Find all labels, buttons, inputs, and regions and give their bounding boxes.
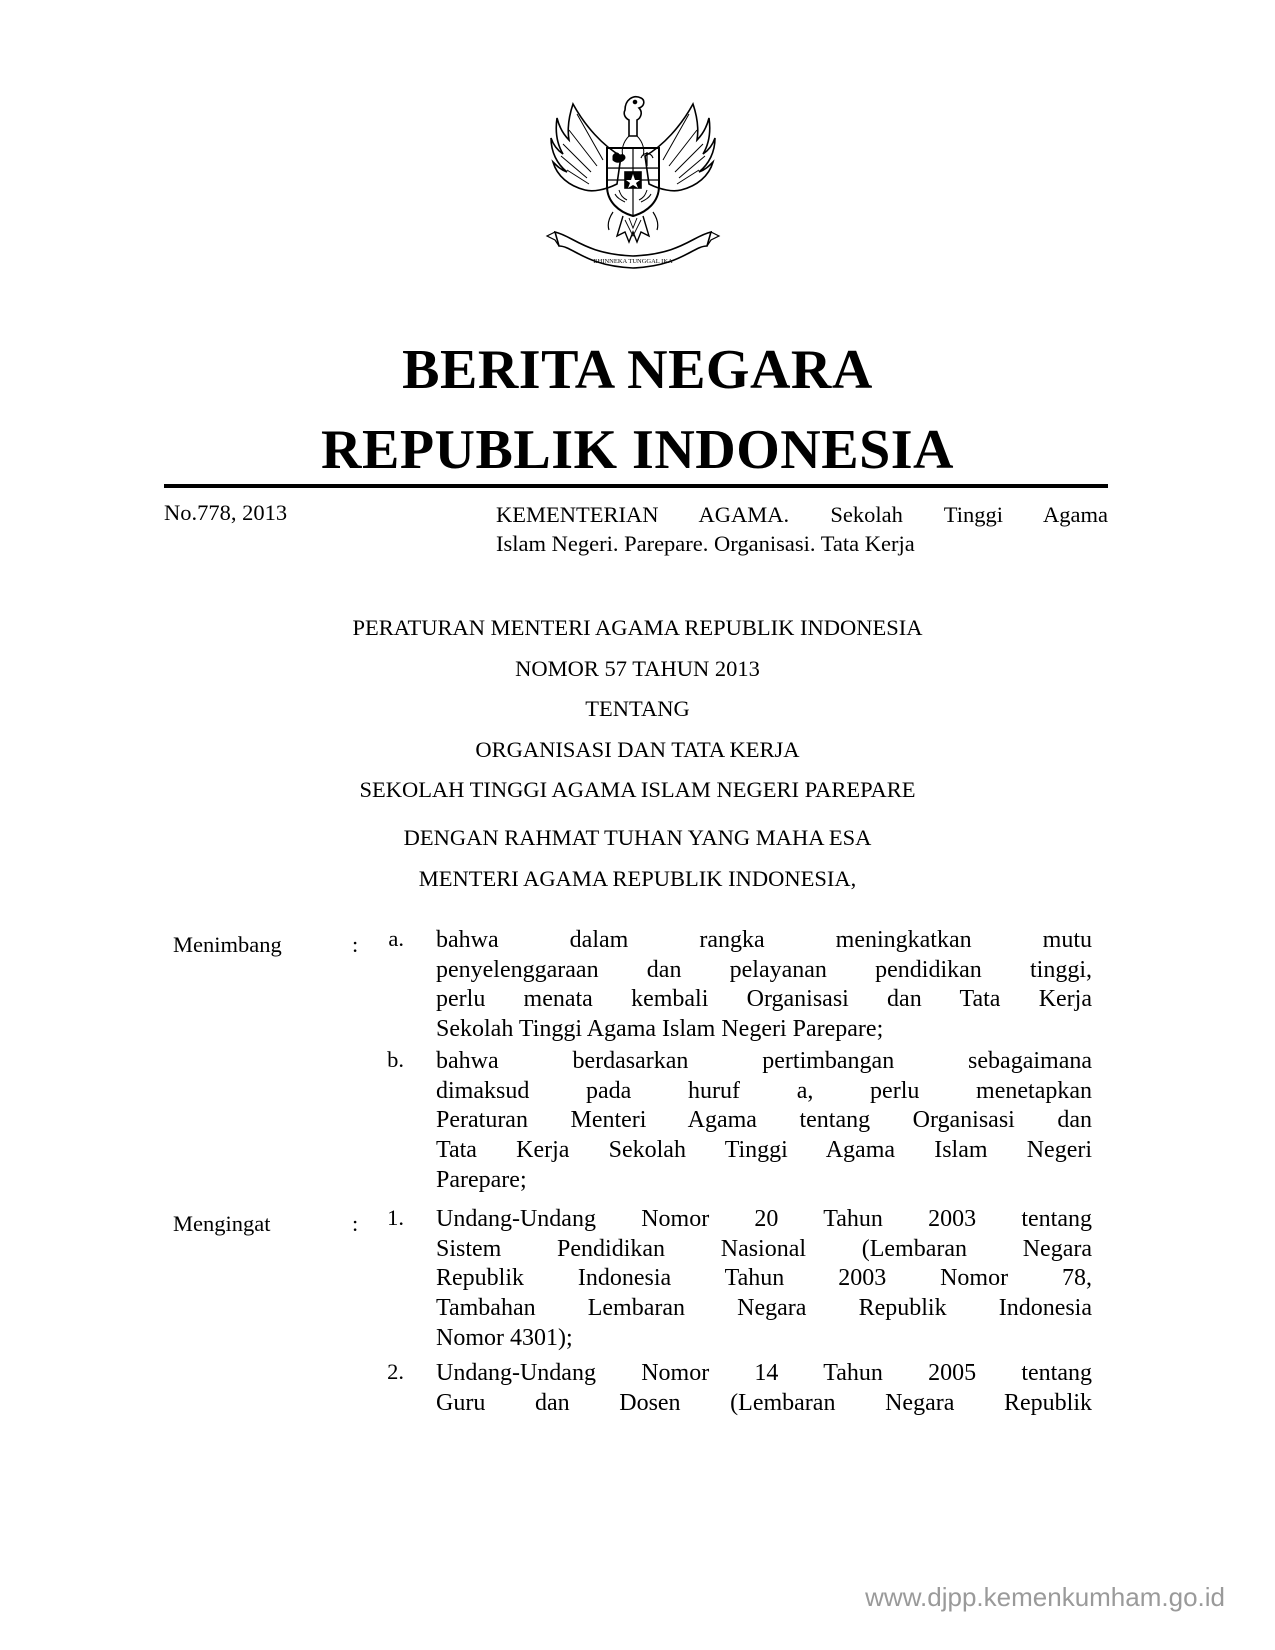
item-line: Guru dan Dosen (Lembaran Negara Republik (436, 1389, 1092, 1416)
menimbang-colon: : (352, 932, 359, 957)
regulation-subject-line1: ORGANISASI DAN TATA KERJA (475, 737, 800, 762)
gazette-subject (496, 500, 1108, 558)
item-line: penyelenggaraan dan pelayanan pendidikan tinggi, (436, 956, 1092, 983)
mengingat-item-1-marker: 1. (387, 1205, 404, 1230)
menimbang-item-a (436, 926, 1092, 1045)
emblem-motto: BHINNEKA TUNGGAL IKA (593, 258, 673, 265)
masthead-title-line2: REPUBLIK INDONESIA (321, 419, 954, 481)
regulation-title-line1: PERATURAN MENTERI AGAMA REPUBLIK INDONESIA (352, 615, 923, 640)
gazette-subject-line1: KEMENTERIAN AGAMA. Sekolah Tinggi Agama (496, 502, 1108, 527)
menimbang-item-a-marker: a. (388, 926, 404, 951)
invocation: DENGAN RAHMAT TUHAN YANG MAHA ESA (403, 825, 872, 850)
item-line: Tambahan Lembaran Negara Republik Indonesia (436, 1295, 1092, 1322)
regulation-subject-line2: SEKOLAH TINGGI AGAMA ISLAM NEGERI PAREPARE (359, 777, 916, 802)
issuer: MENTERI AGAMA REPUBLIK INDONESIA, (418, 866, 857, 891)
item-line: Sistem Pendidikan Nasional (Lembaran Negara (436, 1235, 1092, 1262)
masthead-divider (164, 484, 1108, 488)
gazette-number: No.778, 2013 (164, 500, 288, 525)
source-watermark-link[interactable]: www.djpp.kemenkumham.go.id (865, 1582, 1225, 1612)
mengingat-label: Mengingat (173, 1211, 271, 1236)
menimbang-label: Menimbang (173, 932, 282, 957)
menimbang-item-b-marker: b. (387, 1047, 404, 1072)
item-line: Peraturan Menteri Agama tentang Organisasi dan (436, 1107, 1092, 1134)
item-line: Undang-Undang Nomor 20 Tahun 2003 tentang (436, 1206, 1092, 1232)
mengingat-item-1 (436, 1205, 1092, 1354)
item-line: Tata Kerja Sekolah Tinggi Agama Islam Negeri (436, 1137, 1092, 1164)
mengingat-item-2-marker: 2. (387, 1359, 404, 1384)
item-line: bahwa berdasarkan pertimbangan sebagaimana (436, 1048, 1092, 1074)
menimbang-item-b (436, 1047, 1092, 1196)
garuda-emblem-icon (533, 86, 733, 276)
mengingat-item-2 (436, 1359, 1092, 1418)
item-line: Undang-Undang Nomor 14 Tahun 2005 tentang (436, 1360, 1092, 1386)
item-line: bahwa dalam rangka meningkatkan mutu (436, 927, 1092, 953)
regulation-number: NOMOR 57 TAHUN 2013 (515, 656, 760, 681)
regulation-about: TENTANG (585, 696, 690, 721)
masthead-title-line1: BERITA NEGARA (402, 339, 873, 401)
item-line: perlu menata kembali Organisasi dan Tata Kerja (436, 986, 1092, 1013)
mengingat-colon: : (352, 1211, 359, 1236)
item-line: Republik Indonesia Tahun 2003 Nomor 78, (436, 1265, 1092, 1292)
item-line: Parepare; (436, 1166, 527, 1193)
item-line: dimaksud pada huruf a, perlu menetapkan (436, 1077, 1092, 1104)
gazette-subject-line2: Islam Negeri. Parepare. Organisasi. Tata Kerja (496, 531, 915, 556)
item-line: Nomor 4301); (436, 1324, 573, 1351)
item-line: Sekolah Tinggi Agama Islam Negeri Parepare; (436, 1016, 884, 1043)
